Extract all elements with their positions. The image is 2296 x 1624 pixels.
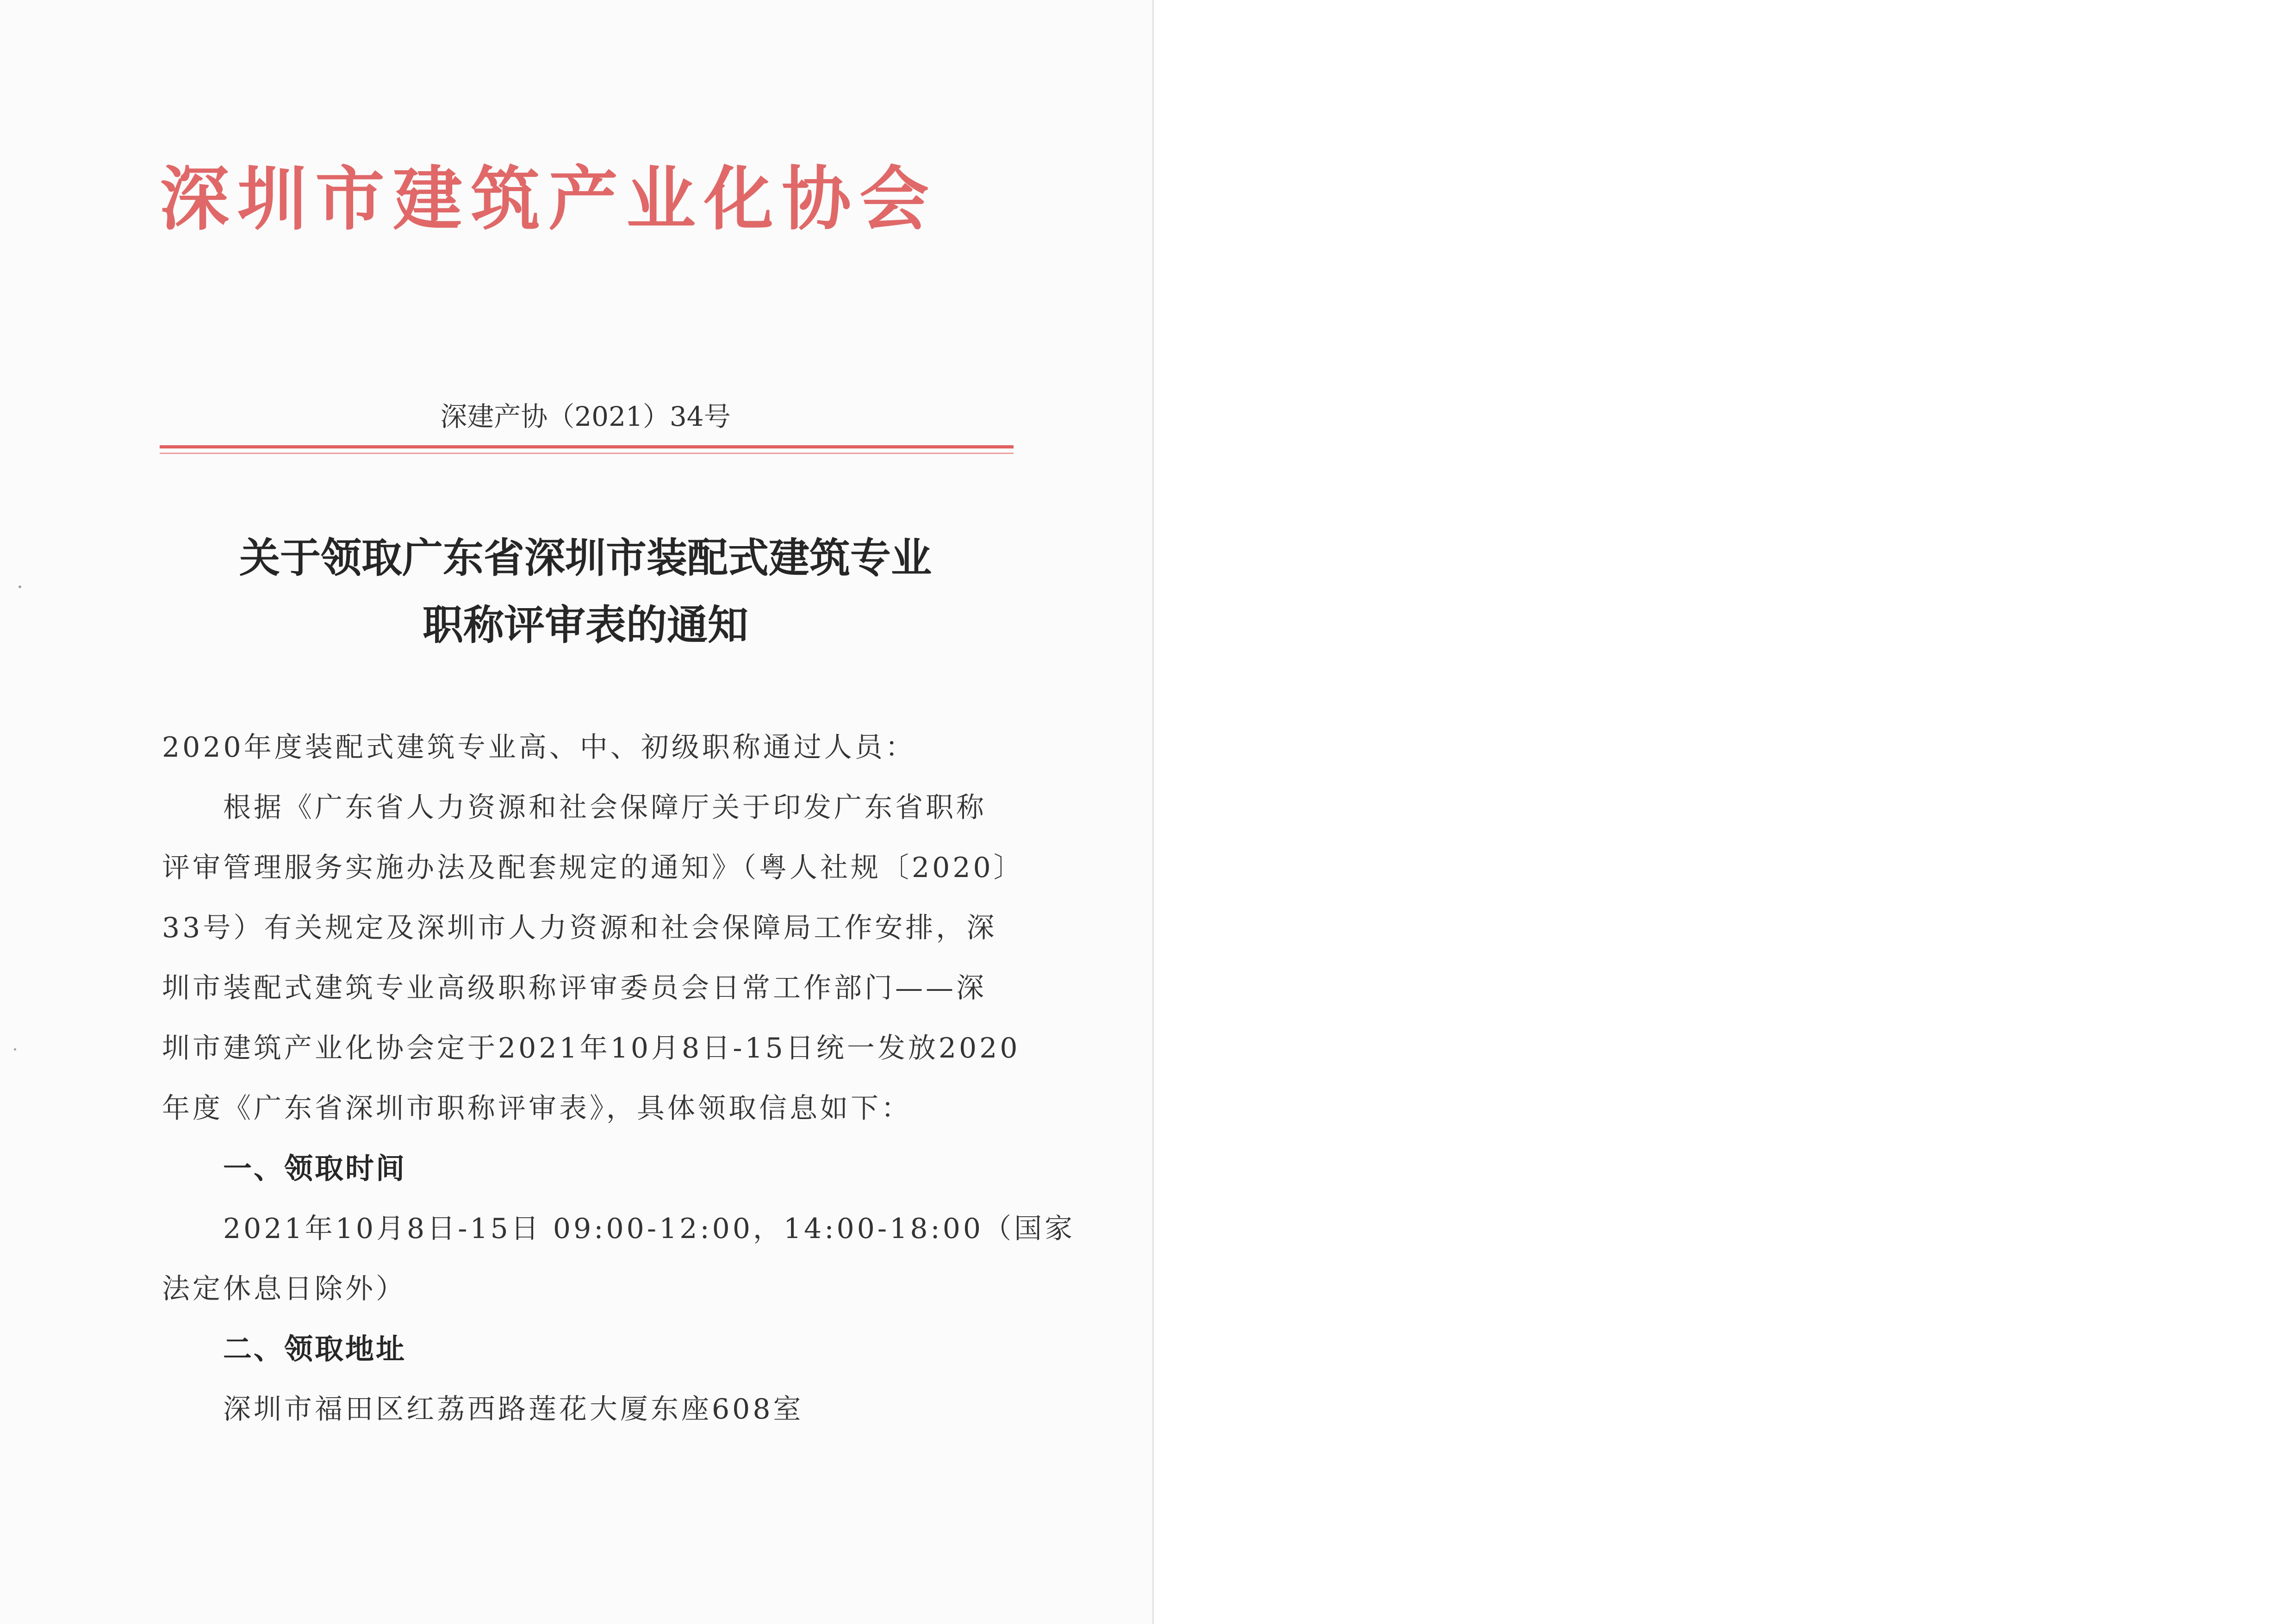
blank-scan-area <box>1154 0 2296 1624</box>
salutation: 2020年度装配式建筑专业高、中、初级职称通过人员： <box>162 731 916 764</box>
red-divider-line <box>160 445 1014 448</box>
notice-title-line-1: 关于领取广东省深圳市装配式建筑专业 <box>239 534 932 582</box>
paragraph-line: 33号）有关规定及深圳市人力资源和社会保障局工作安排，深 <box>162 912 997 944</box>
paragraph-line: 根据《广东省人力资源和社会保障厅关于印发广东省职称 <box>223 791 987 824</box>
section-time-line: 2021年10月8日-15日 09:00-12:00，14:00-18:00（国家 <box>223 1213 1076 1245</box>
paragraph-line: 评审管理服务实施办法及配套规定的通知》（粤人社规〔2020〕 <box>162 852 1024 884</box>
paragraph-line: 圳市建筑产业化协会定于2021年10月8日-15日统一发放2020 <box>162 1032 1020 1064</box>
document-number: 深建产协（2021）34号 <box>440 401 731 432</box>
section-heading-address: 二、领取地址 <box>223 1332 407 1366</box>
section-time-line: 法定休息日除外） <box>162 1273 406 1305</box>
paragraph-line: 圳市装配式建筑专业高级职称评审委员会日常工作部门——深 <box>162 972 987 1004</box>
letterhead-organization: 深圳市建筑产业化协会 <box>160 158 938 240</box>
paragraph-line: 年度《广东省深圳市职称评审表》，具体领取信息如下： <box>162 1092 912 1125</box>
notice-title-line-2: 职称评审表的通知 <box>422 601 748 649</box>
section-heading-time: 一、领取时间 <box>223 1151 407 1185</box>
scan-artifact <box>19 585 21 588</box>
red-divider-line-thin <box>160 453 1014 454</box>
scan-artifact <box>14 1048 16 1051</box>
section-address-text: 深圳市福田区红荔西路莲花大厦东座608室 <box>223 1393 804 1425</box>
